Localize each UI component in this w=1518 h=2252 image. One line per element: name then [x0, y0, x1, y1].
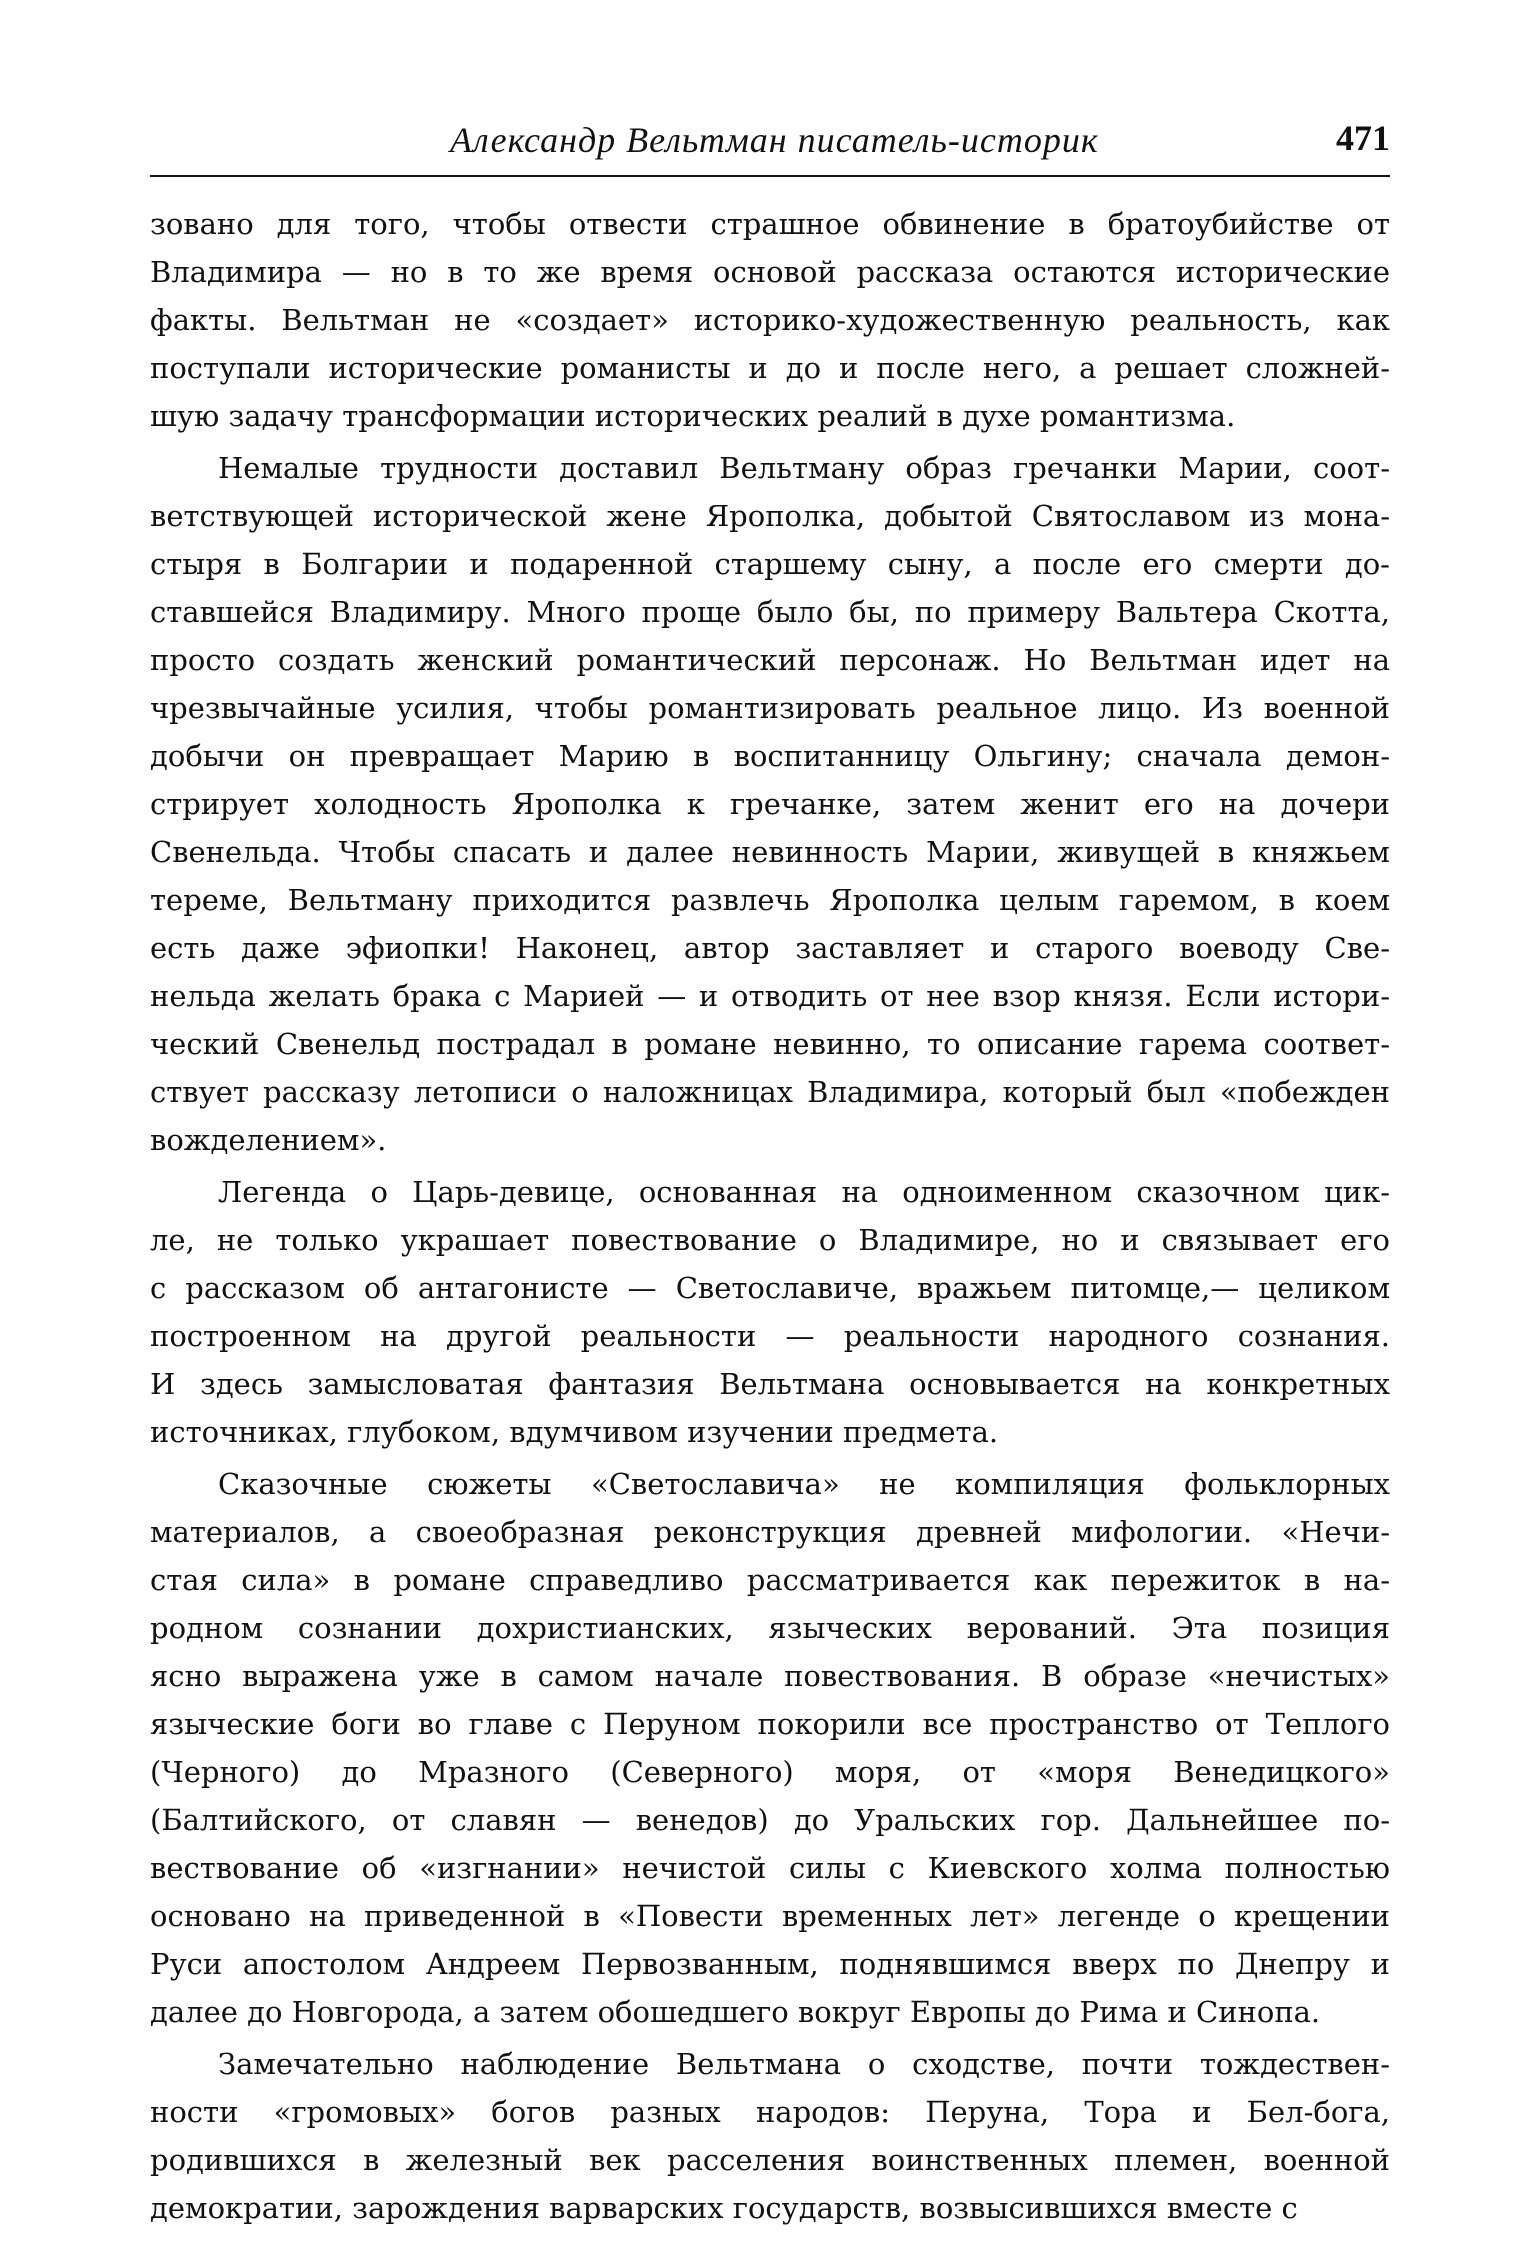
text-line: тереме, Вельтману приходится развлечь Ярополка целым гаремом, в коем	[150, 883, 1390, 917]
text-line: Замечательно наблюдение Вельтмана о сходстве, почти тождествен-	[218, 2047, 1390, 2081]
text-line: далее до Новгорода, а затем обошедшего вокруг Европы до Рима и Синопа.	[150, 1995, 1321, 2029]
text-line: стая сила» в романе справедливо рассматривается как пережиток в на-	[150, 1563, 1390, 1597]
text-line: вожделением».	[150, 1123, 387, 1157]
paragraph	[150, 1460, 1390, 2036]
text-line: Немалые трудности доставил Вельтману образ гречанки Марии, соот-	[218, 451, 1390, 485]
text-line: языческие боги во главе с Перуном покорили все пространство от Теплого	[150, 1707, 1390, 1741]
text-line: Руси апостолом Андреем Первозванным, поднявшимся вверх по Днепру и	[150, 1947, 1390, 1981]
text-line: построенном на другой реальности — реальности народного сознания.	[150, 1319, 1390, 1353]
text-line: поступали исторические романисты и до и после него, а решает сложней-	[150, 351, 1390, 385]
text-line: зовано для того, чтобы отвести страшное обвинение в братоубийстве от	[150, 207, 1390, 241]
text-line: источниках, глубоком, вдумчивом изучении предмета.	[150, 1415, 999, 1449]
text-line: стрирует холодность Ярополка к гречанке, затем женит его на дочери	[150, 787, 1390, 821]
paragraph	[150, 200, 1390, 440]
text-line: Владимира — но в то же время основой рассказа остаются исторические	[150, 255, 1390, 289]
text-body	[150, 200, 1390, 2232]
paragraph	[150, 444, 1390, 1164]
text-line: родном сознании дохристианских, языческих верований. Эта позиция	[150, 1611, 1390, 1645]
text-line: Сказочные сюжеты «Светославича» не компиляция фольклорных	[218, 1467, 1390, 1501]
text-line: вествование об «изгнании» нечистой силы с Киевского холма полностью	[150, 1851, 1390, 1885]
text-line: Свенельда. Чтобы спасать и далее невинность Марии, живущей в княжьем	[150, 835, 1390, 869]
text-line: есть даже эфиопки! Наконец, автор заставляет и старого воеводу Све-	[150, 931, 1390, 965]
text-line: (Черного) до Мразного (Северного) моря, от «моря Венедицкого»	[150, 1755, 1390, 1789]
text-line: (Балтийского, от славян — венедов) до Уральских гор. Дальнейшее по-	[150, 1803, 1390, 1837]
text-line: ясно выражена уже в самом начале повествования. В образе «нечистых»	[150, 1659, 1390, 1693]
page-number: 471	[1336, 118, 1390, 158]
text-line: материалов, а своеобразная реконструкция древней мифологии. «Нечи-	[150, 1515, 1390, 1549]
text-line: ности «громовых» богов разных народов: Перуна, Тора и Бел-бога,	[150, 2095, 1390, 2129]
text-line: чрезвычайные усилия, чтобы романтизировать реальное лицо. Из военной	[150, 691, 1390, 725]
text-line: ветствующей исторической жене Ярополка, добытой Святославом из мона-	[150, 499, 1390, 533]
text-line: демократии, зарождения варварских государств, возвысившихся вместе с	[150, 2191, 1298, 2225]
text-line: И здесь замысловатая фантазия Вельтмана основывается на конкретных	[150, 1367, 1390, 1401]
paragraph	[150, 2040, 1390, 2232]
header-rule	[150, 175, 1390, 177]
running-head	[150, 115, 1390, 175]
text-line: ствует рассказу летописи о наложницах Владимира, который был «побежден	[150, 1075, 1390, 1109]
text-line: просто создать женский романтический персонаж. Но Вельтман идет на	[150, 643, 1390, 677]
text-line: добычи он превращает Марию в воспитанницу Ольгину; сначала демон-	[150, 739, 1390, 773]
text-line: стыря в Болгарии и подаренной старшему сыну, а после его смерти до-	[150, 547, 1390, 581]
text-line: ческий Свенельд пострадал в романе невинно, то описание гарема соответ-	[150, 1027, 1390, 1061]
text-line: с рассказом об антагонисте — Светославиче, вражьем питомце,— целиком	[150, 1271, 1390, 1305]
text-line: факты. Вельтман не «создает» историко-художественную реальность, как	[150, 303, 1390, 337]
text-line: ле, не только украшает повествование о Владимире, но и связывает его	[150, 1223, 1390, 1257]
paragraph	[150, 1168, 1390, 1456]
text-line: шую задачу трансформации исторических реалий в духе романтизма.	[150, 399, 1236, 433]
text-line: ставшейся Владимиру. Много проще было бы, по примеру Вальтера Скотта,	[150, 595, 1390, 629]
running-head-title: Александр Вельтман писатель-историк	[450, 120, 1099, 160]
text-line: родившихся в железный век расселения воинственных племен, военной	[150, 2143, 1390, 2177]
text-line: Легенда о Царь-девице, основанная на одноименном сказочном цик-	[218, 1175, 1390, 1209]
text-line: основано на приведенной в «Повести временных лет» легенде о крещении	[150, 1899, 1390, 1933]
text-line: нельда желать брака с Марией — и отводить от нее взор князя. Если истори-	[150, 979, 1390, 1013]
